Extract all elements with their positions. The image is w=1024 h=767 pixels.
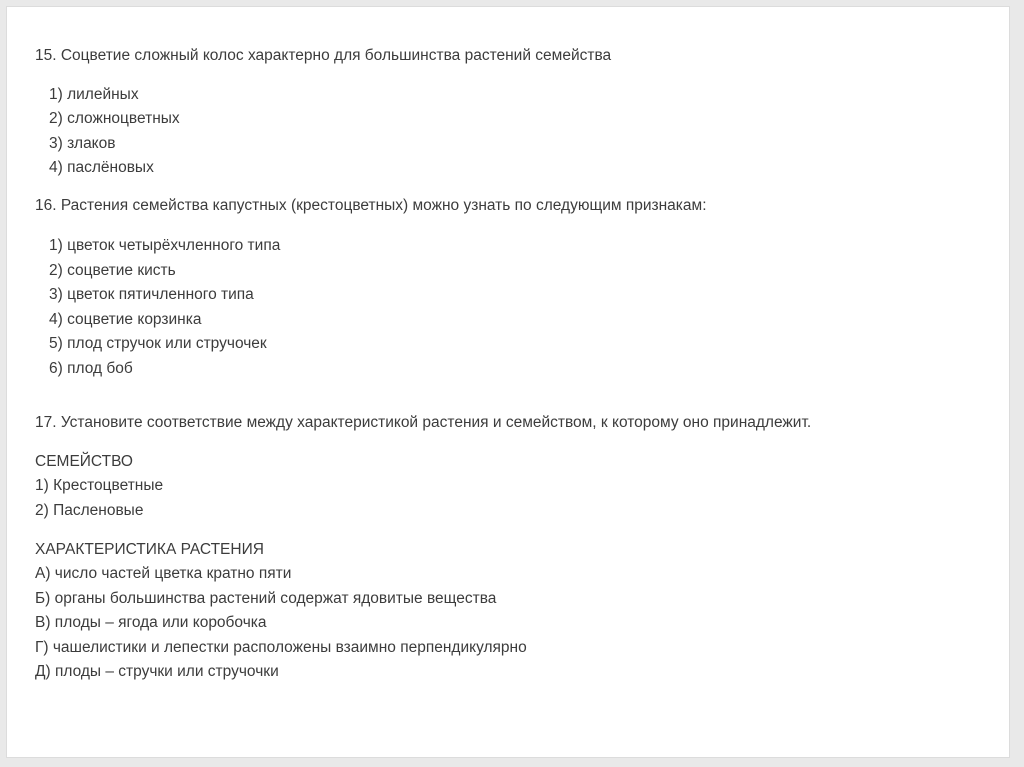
question-16-option: 5) плод стручок или стручочек <box>49 335 267 352</box>
question-15-option: 4) паслёновых <box>49 159 154 176</box>
question-16-text: 16. Растения семейства капустных (крестоцветных) можно узнать по следующим признакам: <box>35 197 707 214</box>
question-16-option: 2) соцветие кисть <box>49 262 176 279</box>
question-15-text: 15. Соцветие сложный колос характерно для большинства растений семейства <box>35 47 612 64</box>
trait-item: Г) чашелистики и лепестки расположены взаимно перпендикулярно <box>35 639 527 656</box>
trait-item: В) плоды – ягода или коробочка <box>35 614 267 631</box>
trait-item: Б) органы большинства растений содержат ядовитые вещества <box>35 590 497 607</box>
question-17-text: 17. Установите соответствие между характеристикой растения и семейством, к которому оно принадлежит. <box>35 414 812 431</box>
question-16-option: 3) цветок пятичленного типа <box>49 286 254 303</box>
question-15-option: 2) сложноцветных <box>49 110 180 127</box>
trait-item: Д) плоды – стручки или стручочки <box>35 663 279 680</box>
question-16-option: 4) соцветие корзинка <box>49 311 202 328</box>
question-15-option: 3) злаков <box>49 135 116 152</box>
family-item: 1) Крестоцветные <box>35 477 164 494</box>
trait-item: А) число частей цветка кратно пяти <box>35 565 292 582</box>
question-16-option: 1) цветок четырёхчленного типа <box>49 237 281 254</box>
family-header: СЕМЕЙСТВО <box>35 453 133 470</box>
family-item: 2) Пасленовые <box>35 502 144 519</box>
slide <box>6 6 1010 758</box>
trait-header: ХАРАКТЕРИСТИКА РАСТЕНИЯ <box>35 541 264 558</box>
question-16-option: 6) плод боб <box>49 360 133 377</box>
question-15-option: 1) лилейных <box>49 86 139 103</box>
